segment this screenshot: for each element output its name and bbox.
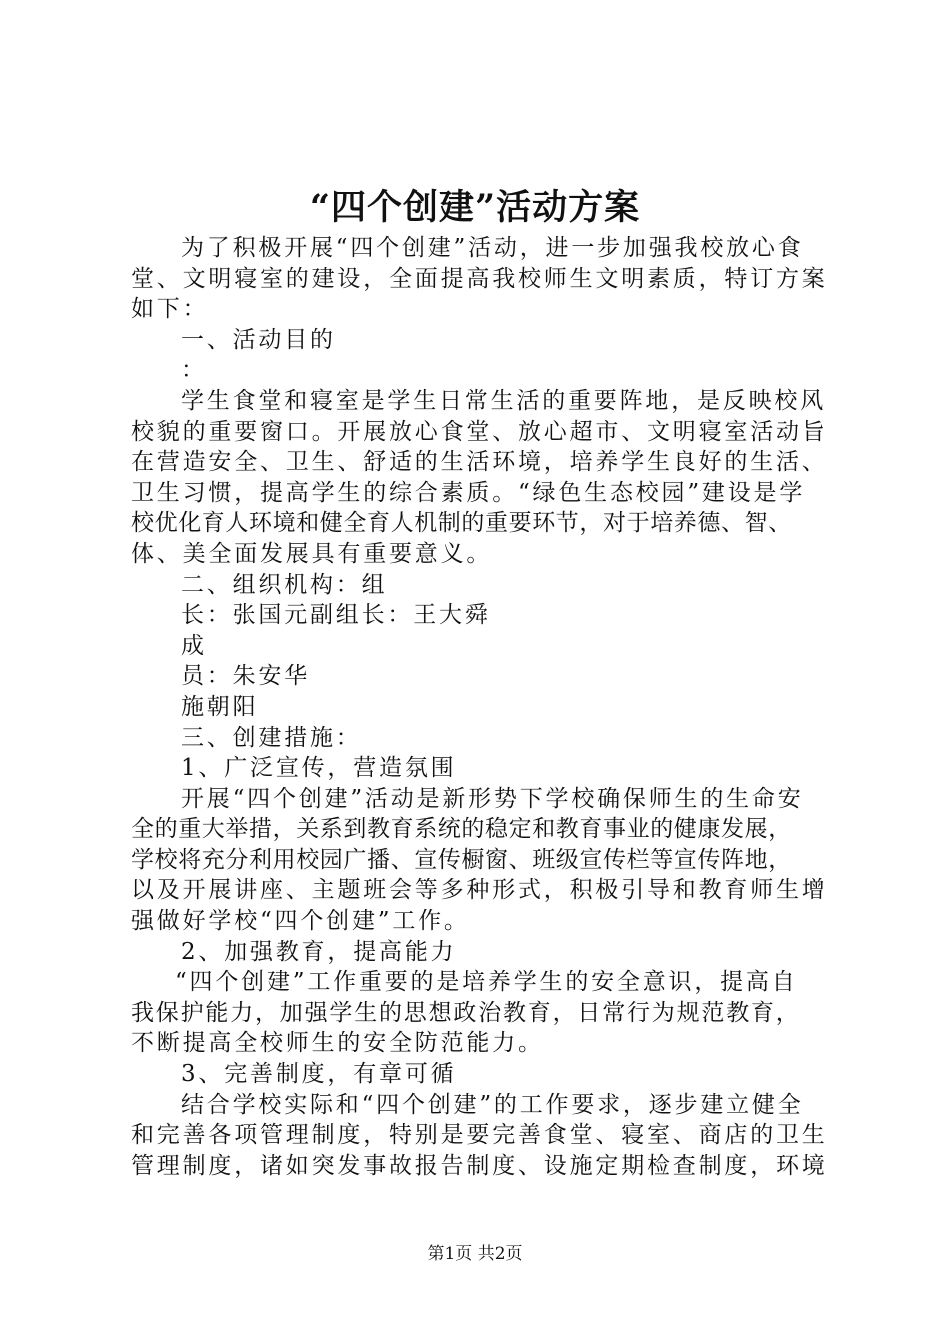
page-footer: 第1页 共2页: [427, 1244, 523, 1264]
paragraph-line: 强做好学校“四个创建”工作。: [131, 908, 470, 935]
paragraph-line: “四个创建”工作重要的是培养学生的安全意识，提高自: [175, 969, 798, 996]
paragraph-line: 全的重大举措，关系到教育系统的稳定和教育事业的健康发展，: [131, 816, 792, 843]
paragraph-line: 成: [181, 632, 207, 659]
paragraph-line: 管理制度，诸如突发事故报告制度、设施定期检查制度，环境: [131, 1152, 828, 1179]
paragraph-line: 如下：: [131, 296, 209, 323]
paragraph-line: 为了积极开展“四个创建”活动，进一步加强我校放心食: [181, 235, 804, 261]
paragraph-line: 以及开展讲座、主题班会等多种形式，积极引导和教育师生增: [131, 877, 828, 904]
paragraph-line: 不断提高全校师生的安全防范能力。: [131, 1030, 544, 1057]
document-body: [131, 233, 831, 1181]
paragraph-line: 员：朱安华: [181, 663, 310, 690]
section-heading: 三、创建措施：: [181, 724, 362, 751]
paragraph-line: 体、美全面发展具有重要意义。: [131, 540, 493, 567]
paragraph-line: 开展“四个创建”活动是新形势下学校确保师生的生命安: [181, 785, 804, 812]
paragraph-line: 校优化育人环境和健全育人机制的重要环节，对于培养德、智、: [131, 510, 792, 537]
paragraph-line: 堂、文明寝室的建设，全面提高我校师生文明素质，特订方案: [131, 265, 828, 292]
section-heading: 一、活动目的: [181, 326, 336, 353]
paragraph-line: 施朝阳: [181, 693, 259, 720]
subsection-heading: 3、完善制度，有章可循: [181, 1061, 457, 1088]
document-title: “四个创建”活动方案: [309, 187, 641, 228]
paragraph-line: 学校将充分利用校园广播、宣传橱窗、班级宣传栏等宣传阵地，: [131, 846, 792, 873]
paragraph-line: 在营造安全、卫生、舒适的生活环境，培养学生良好的生活、: [131, 449, 828, 476]
paragraph-line: 卫生习惯，提高学生的综合素质。“绿色生态校园”建设是学: [131, 479, 806, 506]
subsection-heading: 2、加强教育，提高能力: [181, 938, 457, 965]
paragraph-line: 和完善各项管理制度，特别是要完善食堂、寝室、商店的卫生: [131, 1122, 828, 1149]
paragraph-line: 校貌的重要窗口。开展放心食堂、放心超市、文明寝室活动旨: [131, 418, 828, 445]
paragraph-line: 结合学校实际和“四个创建”的工作要求，逐步建立健全: [181, 1091, 804, 1118]
section-heading: 二、组织机构：组: [181, 571, 388, 598]
paragraph-line: 学生食堂和寝室是学生日常生活的重要阵地，是反映校风: [181, 387, 826, 414]
paragraph-line: 长：张国元副组长：王大舜: [181, 602, 491, 629]
paragraph-line: 我保护能力，加强学生的思想政治教育，日常行为规范教育，: [131, 999, 801, 1026]
paragraph-line: ：: [181, 357, 207, 384]
subsection-heading: 1、广泛宣传，营造氛围: [181, 755, 457, 782]
